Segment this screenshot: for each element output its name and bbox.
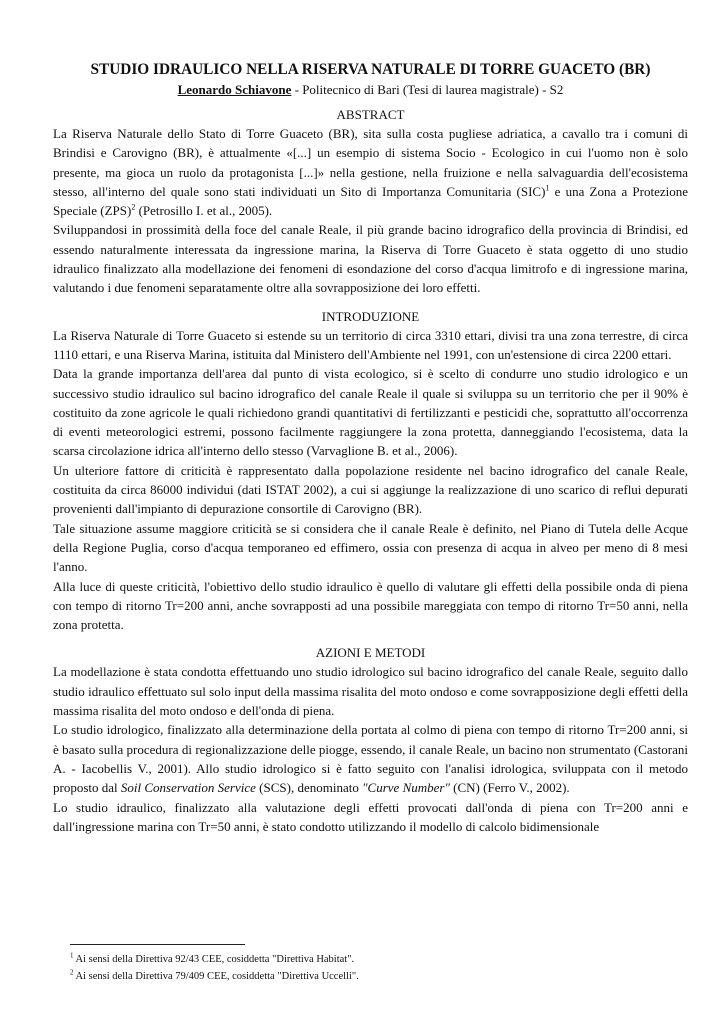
methods-paragraph-2: Lo studio idrologico, finalizzato alla determinazione della portata al colmo di piena con tempo di ritorno Tr=200 anni, si è basato sulla procedura di regionalizzazione delle piogge, essendo, il canale Reale, un bacino non strumentato (Castorani A. - Iacobellis V., 2001). Allo studio idrologico si è fatto seguito con l'analisi idrologica, sviluppata con il metodo proposto dal Soil Conservation Service (SCS), denominato "Curve Number" (CN) (Ferro V., 2002). — [53, 722, 688, 796]
intro-heading: INTRODUZIONE — [321, 308, 420, 324]
intro-paragraph-2: Data la grande importanza dell'area dal punto di vista ecologico, si è scelto di condurre uno studio idrologico e un successivo studio idraulico sul bacino idrografico del canale Reale il quale si sviluppa su un territorio che per il 90% è costituito da zone agricole le quali richiedono grandi quantitativi di fertilizzanti e pesticidi che, soprattutto all'occorrenza di eventi meteorologici estremi, possono facilmente raggiungere la zona protetta, danneggiando l'ecosistema, data la scarsa circolazione idrica all'interno dello stesso (Varvaglione B. et al., 2006). — [53, 366, 688, 459]
footnote-divider — [70, 944, 245, 945]
paper-title: STUDIO IDRAULICO NELLA RISERVA NATURALE DI TORRE GUACETO (BR) — [90, 61, 651, 78]
intro-paragraph-1: La Riserva Naturale di Torre Guaceto si estende su un territorio di circa 3310 ettari, divisi tra una zona terrestre, di circa 1110 ettari, e una Riserva Marina, istituita dal Ministero dell'Ambiente nel 1991, con un'estensione di circa 2200 ettari. — [53, 327, 688, 362]
author-affiliation: - Politecnico di Bari (Tesi di laurea magistrale) - S2 — [291, 82, 564, 97]
paper-page — [53, 60, 688, 836]
intro-paragraph-5: Alla luce di queste criticità, l'obiettivo dello studio idraulico è quello di valutare gli effetti della possibile onda di piena con tempo di ritorno Tr=200 anni, anche sovrapposti ad una possibile mareggiata con tempo di ritorno Tr=50 anni, nella zona protetta. — [53, 578, 688, 633]
intro-paragraph-3: Un ulteriore fattore di criticità è rappresentato dalla popolazione residente nel bacino idrografico del canale Reale, costituita da circa 86000 individui (dati ISTAT 2002), a cui si aggiunge la realizzazione di uno scarico di reflui depurati provenienti dall'impianto di depurazione consortile di Carovigno (BR). — [53, 462, 688, 517]
footnote-ref-1: 1 — [545, 183, 550, 193]
footnote-2: $^2$ Ai sensi della Direttiva 79/409 CEE, cosiddetta "Direttiva Uccelli". — [70, 968, 359, 982]
footnotes — [70, 951, 670, 985]
scs-term: Soil Conservation Service — [120, 780, 256, 796]
abstract-paragraph-2: Sviluppandosi in prossimità della foce del canale Reale, il più grande bacino idrografico della provincia di Brindisi, ed essendo naturalmente interessata da ingressione marina, la Riserva di Torre Guaceto è stata oggetto di uno studio idraulico finalizzato alla modellazione dei fenomeni di esondazione del corso d'acqua limitrofo e di ingressione marina, valutando i due fenomeni separatamente oltre alla sovrapposizione dei loro effetti. — [53, 222, 688, 296]
methods-heading: AZIONI E METODI — [315, 645, 426, 661]
author-line — [53, 80, 688, 99]
footnote-ref-2: 2 — [131, 202, 136, 212]
abstract-paragraph-1: La Riserva Naturale dello Stato di Torre Guaceto (BR), sita sulla costa pugliese adriatica, a cavallo tra i comuni di Brindisi e Carovigno (BR), è attualmente «[...] un esempio di sistema Socio - Ecologico in cui l'uomo non è solo presente, ma gioca un ruolo da protagonista [...]» nella gestione, nella fruizione e nella salvaguardia dell'ecosistema stesso, all'interno del quale sono stati individuati un Sito di Importanza Comunitaria (SIC)$^1$ e una Zona a Protezione Speciale (ZPS)$^2$ (Petrosillo I. et al., 2005). — [53, 126, 688, 219]
methods-paragraph-1: La modellazione è stata condotta effettuando uno studio idrologico sul bacino idrografico del canale Reale, seguito dallo studio idraulico effettuato sul solo input della massima risalita del moto ondoso e come sovrapposizione degli effetti della massima risalita del moto ondoso e dell'onda di piena. — [53, 664, 688, 719]
author-name: Leonardo Schiavone — [177, 82, 292, 97]
curve-number-term: "Curve Number" — [362, 780, 450, 796]
footnote-1: $^1$ Ai sensi della Direttiva 92/43 CEE, cosiddetta "Direttiva Habitat". — [70, 951, 355, 965]
intro-paragraph-4: Tale situazione assume maggiore criticità se si considera che il canale Reale è definito, nel Piano di Tutela delle Acque della Regione Puglia, corso d'acqua temporaneo ed effimero, ossia con presenza di acqua in alveo per meno di 8 mesi l'anno. — [53, 520, 688, 575]
abstract-heading: ABSTRACT — [336, 107, 405, 122]
methods-paragraph-3: Lo studio idraulico, finalizzato alla valutazione degli effetti provocati dall'onda di piena con Tr=200 anni e dall'ingressione marina con Tr=50 anni, è stato condotto utilizzando il modello di calcolo bidimensionale — [53, 799, 688, 834]
